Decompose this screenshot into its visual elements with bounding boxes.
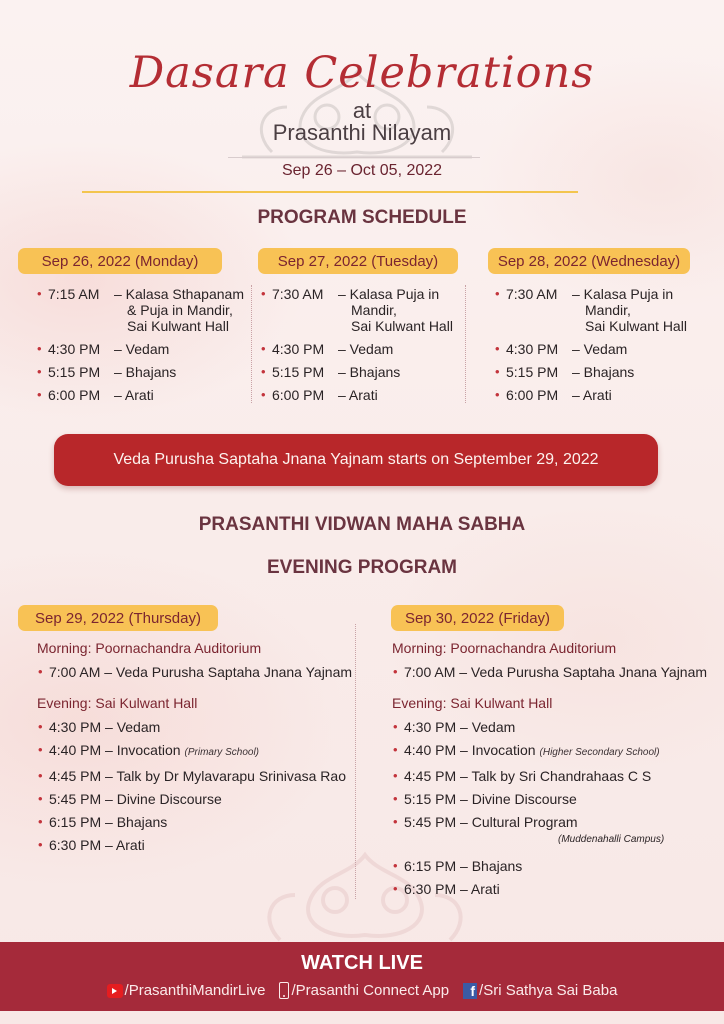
item-description xyxy=(338,364,400,380)
item-text: 6:30 PM – Arati xyxy=(404,881,500,897)
bullet-icon: • xyxy=(38,664,43,679)
bullet-icon: • xyxy=(393,791,398,806)
evening-venue-label: Evening: Sai Kulwant Hall xyxy=(392,695,553,711)
event-title: Dasara Celebrations xyxy=(129,48,595,98)
program-item xyxy=(392,881,707,897)
item-time: 7:15 AM xyxy=(48,286,100,302)
gold-divider xyxy=(82,191,578,193)
schedule-column-sep26 xyxy=(36,286,244,410)
item-description xyxy=(338,341,393,357)
morning-venue-label: Morning: Poornachandra Auditorium xyxy=(37,640,262,656)
item-text: 4:45 PM – Talk by Sri Chandrahaas C S xyxy=(404,768,652,784)
item-time: 4:30 PM xyxy=(272,341,325,357)
item-note: (Muddenahalli Campus) xyxy=(558,834,665,845)
item-description xyxy=(114,364,176,380)
bullet-icon: • xyxy=(38,837,43,852)
schedule-item xyxy=(260,341,453,357)
bullet-icon: • xyxy=(393,858,398,873)
bullet-icon: • xyxy=(393,768,398,783)
item-time: 7:30 AM xyxy=(272,286,324,302)
bullet-icon: • xyxy=(261,286,266,301)
bullet-icon: • xyxy=(495,286,500,301)
item-text: 5:45 PM – Divine Discourse xyxy=(49,791,222,807)
item-description-line: – Vedam xyxy=(338,341,394,357)
item-text: 4:30 PM – Vedam xyxy=(49,719,161,735)
program-item xyxy=(392,742,707,761)
bullet-icon: • xyxy=(393,664,398,679)
item-description-line: – Kalasa Sthapanam xyxy=(114,286,244,302)
item-description-line: – Kalasa Puja in xyxy=(338,286,440,302)
date-pill-sep28: Sep 28, 2022 (Wednesday) xyxy=(488,248,690,274)
program-item xyxy=(37,814,352,830)
morning-venue-label: Morning: Poornachandra Auditorium xyxy=(392,640,617,656)
bullet-icon: • xyxy=(37,286,42,301)
schedule-item xyxy=(36,387,244,403)
item-text: 6:15 PM – Bhajans xyxy=(404,858,523,874)
yajnam-announcement-banner xyxy=(54,434,658,486)
item-time: 5:15 PM xyxy=(272,364,325,380)
bullet-icon: • xyxy=(393,881,398,896)
date-pill-sep26: Sep 26, 2022 (Monday) xyxy=(18,248,222,274)
bullet-icon: • xyxy=(37,364,42,379)
bullet-icon: • xyxy=(261,387,266,402)
bullet-icon: • xyxy=(38,719,43,734)
item-text: 4:40 PM – Invocation xyxy=(404,742,536,758)
phone-icon xyxy=(279,982,289,999)
item-description xyxy=(572,364,634,380)
schedule-item xyxy=(260,286,453,334)
item-text: 4:45 PM – Talk by Dr Mylavarapu Srinivasa Rao xyxy=(49,768,346,784)
schedule-item xyxy=(36,341,244,357)
bullet-icon: • xyxy=(38,742,43,757)
item-description-line: Mandir, xyxy=(351,302,397,318)
item-text: 7:00 AM – Veda Purusha Saptaha Jnana Yajnam xyxy=(49,664,353,680)
item-note: (Higher Secondary School) xyxy=(539,747,660,758)
item-time: 6:00 PM xyxy=(48,387,101,403)
banner-text: Veda Purusha Saptaha Jnana Yajnam starts on September 29, 2022 xyxy=(113,451,599,468)
item-description-line: – Arati xyxy=(572,387,612,403)
item-text: 7:00 AM – Veda Purusha Saptaha Jnana Yajnam xyxy=(404,664,708,680)
program-item xyxy=(392,768,707,784)
schedule-column-sep27 xyxy=(260,286,453,410)
item-time: 5:15 PM xyxy=(48,364,101,380)
program-item xyxy=(392,719,707,735)
schedule-item xyxy=(36,286,244,334)
youtube-icon xyxy=(107,984,123,998)
program-item xyxy=(37,742,352,761)
program-item xyxy=(392,791,707,807)
program-item xyxy=(37,664,352,680)
youtube-link-label: /PrasanthiMandirLive xyxy=(124,982,266,999)
item-note: (Primary School) xyxy=(184,747,259,758)
watch-live-footer xyxy=(0,942,724,1011)
schedule-item xyxy=(260,364,453,380)
facebook-link[interactable] xyxy=(463,982,617,999)
item-text: 6:30 PM – Arati xyxy=(49,837,145,853)
youtube-link[interactable] xyxy=(107,982,266,999)
watch-live-title: WATCH LIVE xyxy=(301,952,423,974)
column-divider xyxy=(355,624,356,899)
item-description-line: & Puja in Mandir, xyxy=(127,302,233,318)
item-text: 4:40 PM – Invocation xyxy=(49,742,181,758)
bullet-icon: • xyxy=(495,364,500,379)
bullet-icon: • xyxy=(38,791,43,806)
item-description-line: – Vedam xyxy=(572,341,628,357)
item-description-line: – Vedam xyxy=(114,341,170,357)
sabha-heading: PRASANTHI VIDWAN MAHA SABHA xyxy=(198,514,526,535)
item-text: 5:45 PM – Cultural Program xyxy=(404,814,578,830)
program-item xyxy=(37,719,352,735)
item-text: 6:15 PM – Bhajans xyxy=(49,814,168,830)
item-description xyxy=(114,341,169,357)
item-description-line: Sai Kulwant Hall xyxy=(127,318,229,334)
column-divider xyxy=(251,285,252,403)
item-description-line: – Kalasa Puja in xyxy=(572,286,674,302)
facebook-icon: f xyxy=(463,983,477,999)
date-pill-sep29: Sep 29, 2022 (Thursday) xyxy=(18,605,218,631)
bullet-icon: • xyxy=(37,387,42,402)
item-description-line: – Bhajans xyxy=(114,364,177,380)
item-description-line: – Arati xyxy=(114,387,154,403)
item-description xyxy=(572,286,687,334)
facebook-link-label: /Sri Sathya Sai Baba xyxy=(479,982,618,999)
item-description-line: Sai Kulwant Hall xyxy=(351,318,453,334)
bullet-icon: • xyxy=(261,364,266,379)
app-link-label: /Prasanthi Connect App xyxy=(291,982,450,999)
sabha-column-sep30 xyxy=(392,640,707,904)
item-description xyxy=(338,387,378,403)
item-description-line: Sai Kulwant Hall xyxy=(585,318,687,334)
schedule-item xyxy=(260,387,453,403)
event-dates: Sep 26 – Oct 05, 2022 xyxy=(281,162,443,179)
app-link[interactable] xyxy=(279,982,449,999)
column-divider xyxy=(465,285,466,403)
schedule-item xyxy=(494,364,687,380)
footer-links xyxy=(0,982,724,999)
item-time: 4:30 PM xyxy=(506,341,559,357)
schedule-item xyxy=(494,286,687,334)
item-time: 6:00 PM xyxy=(506,387,559,403)
bullet-icon: • xyxy=(393,719,398,734)
item-description xyxy=(572,387,612,403)
schedule-item xyxy=(494,341,687,357)
date-pill-sep27: Sep 27, 2022 (Tuesday) xyxy=(258,248,458,274)
item-text: 5:15 PM – Divine Discourse xyxy=(404,791,577,807)
program-schedule-heading: PROGRAM SCHEDULE xyxy=(257,207,467,228)
evening-venue-label: Evening: Sai Kulwant Hall xyxy=(37,695,198,711)
bullet-icon: • xyxy=(261,341,266,356)
date-pill-sep30: Sep 30, 2022 (Friday) xyxy=(391,605,564,631)
item-description-line: – Bhajans xyxy=(572,364,635,380)
venue-title: Prasanthi Nilayam xyxy=(272,120,452,145)
bullet-icon: • xyxy=(37,341,42,356)
item-description xyxy=(114,286,244,334)
program-item xyxy=(392,664,707,680)
bullet-icon: • xyxy=(393,742,398,757)
bullet-icon: • xyxy=(495,341,500,356)
item-time: 5:15 PM xyxy=(506,364,559,380)
item-description-line: Mandir, xyxy=(585,302,631,318)
bullet-icon: • xyxy=(495,387,500,402)
item-description xyxy=(338,286,453,334)
bullet-icon: • xyxy=(38,814,43,829)
program-item xyxy=(37,791,352,807)
program-item xyxy=(37,768,352,784)
schedule-column-sep28 xyxy=(494,286,687,410)
program-item xyxy=(392,858,707,874)
sabha-column-sep29 xyxy=(37,640,352,860)
program-item xyxy=(392,814,707,848)
bullet-icon: • xyxy=(393,814,398,829)
item-time: 7:30 AM xyxy=(506,286,558,302)
item-time: 4:30 PM xyxy=(48,341,101,357)
schedule-item xyxy=(36,364,244,380)
item-description-line: – Arati xyxy=(338,387,378,403)
bullet-icon: • xyxy=(38,768,43,783)
item-time: 6:00 PM xyxy=(272,387,325,403)
item-description-line: – Bhajans xyxy=(338,364,401,380)
evening-program-heading: EVENING PROGRAM xyxy=(266,557,458,578)
schedule-item xyxy=(494,387,687,403)
item-description xyxy=(572,341,627,357)
title-at: at xyxy=(352,98,372,123)
item-text: 4:30 PM – Vedam xyxy=(404,719,516,735)
program-item xyxy=(37,837,352,853)
item-description xyxy=(114,387,154,403)
title-divider xyxy=(228,157,480,158)
